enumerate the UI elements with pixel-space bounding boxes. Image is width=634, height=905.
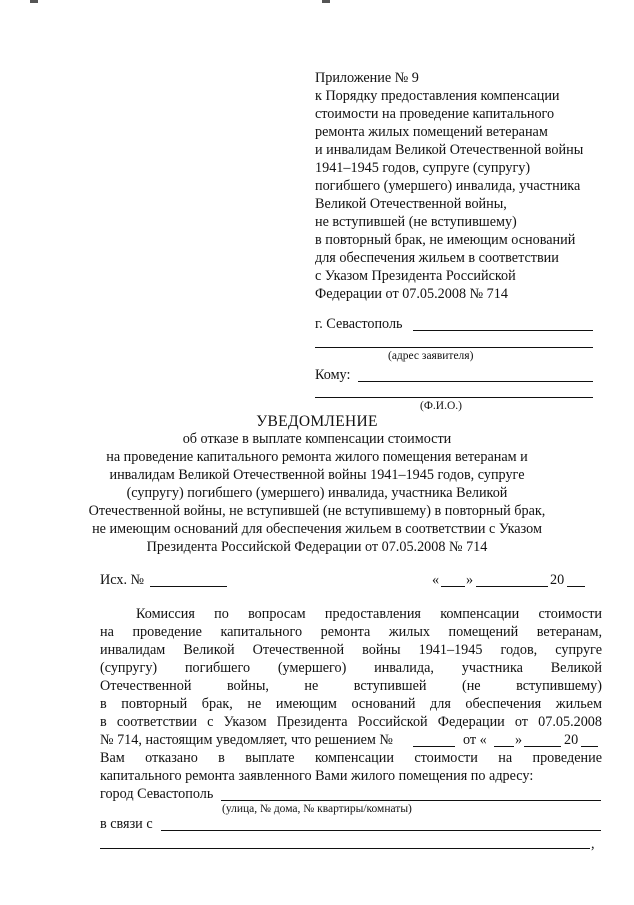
body-line: (супругу) погибшего (умершего) инвалида, участника Великой	[100, 660, 602, 676]
fio-caption: (Ф.И.О.)	[420, 400, 462, 412]
decision-day-blank	[494, 746, 514, 747]
appendix-line: Великой Отечественной войны,	[315, 196, 507, 212]
appendix-line: Приложение № 9	[315, 70, 419, 86]
address-caption: (адрес заявителя)	[388, 350, 474, 362]
decision-from: от «	[463, 732, 487, 748]
appendix-line: к Порядку предоставления компенсации	[315, 88, 560, 104]
body-line: Вам отказано в выплате компенсации стоимости на проведение	[100, 750, 602, 766]
recipient-blank-line	[358, 381, 593, 382]
street-caption: (улица, № дома, № квартиры/комнаты)	[222, 803, 412, 815]
notice-title: УВЕДОМЛЕНИЕ	[256, 413, 378, 430]
appendix-line: стоимости на проведение капитального	[315, 106, 555, 122]
body-line: на проведение капитального ремонта жилых помещений ветеранам,	[100, 624, 602, 640]
to-label: Кому:	[315, 367, 351, 383]
subtitle-line: инвалидам Великой Отечественной войны 1941–1945 годов, супруге	[109, 467, 525, 483]
decision-close-quote: »	[515, 732, 523, 748]
decision-prefix: № 714, настоящим уведомляет, что решением №	[100, 732, 393, 748]
decision-year-blank	[581, 746, 598, 747]
city-name: город Севастополь	[100, 786, 214, 802]
subtitle-line: на проведение капитального ремонта жилого помещения ветеранам и	[106, 449, 528, 465]
decision-month-blank	[524, 746, 561, 747]
scan-mark-left	[30, 0, 38, 3]
body-line: инвалидам Великой Отечественной войны 1941–1945 годов, супруге	[100, 642, 602, 658]
line-end-comma: ,	[591, 836, 595, 852]
city-label: г. Севастополь	[315, 316, 403, 332]
subtitle-line: Президента Российской Федерации от 07.05.2008 № 714	[146, 539, 488, 555]
date-day-blank	[441, 586, 465, 587]
scan-mark-right	[322, 0, 330, 3]
appendix-line: погибшего (умершего) инвалида, участника	[315, 178, 581, 194]
body-line: Комиссия по вопросам предоставления компенсации стоимости	[136, 606, 602, 622]
date-open-quote: «	[432, 572, 440, 588]
date-close-quote: »	[466, 572, 474, 588]
appendix-line: 1941–1945 годов, супруге (супругу)	[315, 160, 531, 176]
reason-label: в связи с	[100, 816, 153, 832]
address-blank-line	[315, 347, 593, 348]
city-blank-line	[413, 330, 593, 331]
body-line: Отечественной войны, не вступившей (не вступившему)	[100, 678, 602, 694]
date-year-blank	[567, 586, 585, 587]
appendix-line: в повторный брак, не имеющим оснований	[315, 232, 576, 248]
appendix-line: Федерации от 07.05.2008 № 714	[315, 286, 508, 302]
street-blank-line	[221, 800, 601, 801]
reason-blank-line	[161, 830, 601, 831]
body-line: капитального ремонта заявленного Вами жилого помещения по адресу:	[100, 768, 534, 784]
recipient-blank-line-2	[315, 397, 593, 398]
outgoing-number-label: Исх. №	[100, 572, 145, 588]
appendix-line: для обеспечения жильем в соответствии	[315, 250, 559, 266]
reason-blank-line-2	[100, 848, 590, 849]
appendix-line: ремонта жилых помещений ветеранам	[315, 124, 548, 140]
appendix-line: с Указом Президента Российской	[315, 268, 516, 284]
subtitle-line: (супругу) погибшего (умершего) инвалида, участника Великой	[126, 485, 508, 501]
subtitle-line: Отечественной войны, не вступившей (не вступившему) в повторный брак,	[88, 503, 546, 519]
subtitle-line: не имеющим оснований для обеспечения жильем в соответствии с Указом	[92, 521, 542, 537]
date-year-prefix: 20	[550, 572, 565, 588]
appendix-line: не вступившей (не вступившему)	[315, 214, 517, 230]
subtitle-line: об отказе в выплате компенсации стоимости	[182, 431, 452, 447]
decision-number-blank	[413, 746, 455, 747]
outgoing-number-blank	[150, 586, 227, 587]
decision-year-prefix: 20	[564, 732, 579, 748]
appendix-line: и инвалидам Великой Отечественной войны	[315, 142, 584, 158]
body-line: в соответствии с Указом Президента Российской Федерации от 07.05.2008	[100, 714, 602, 730]
body-line: в повторный брак, не имеющим оснований для обеспечения жильем	[100, 696, 602, 712]
date-month-blank	[476, 586, 548, 587]
